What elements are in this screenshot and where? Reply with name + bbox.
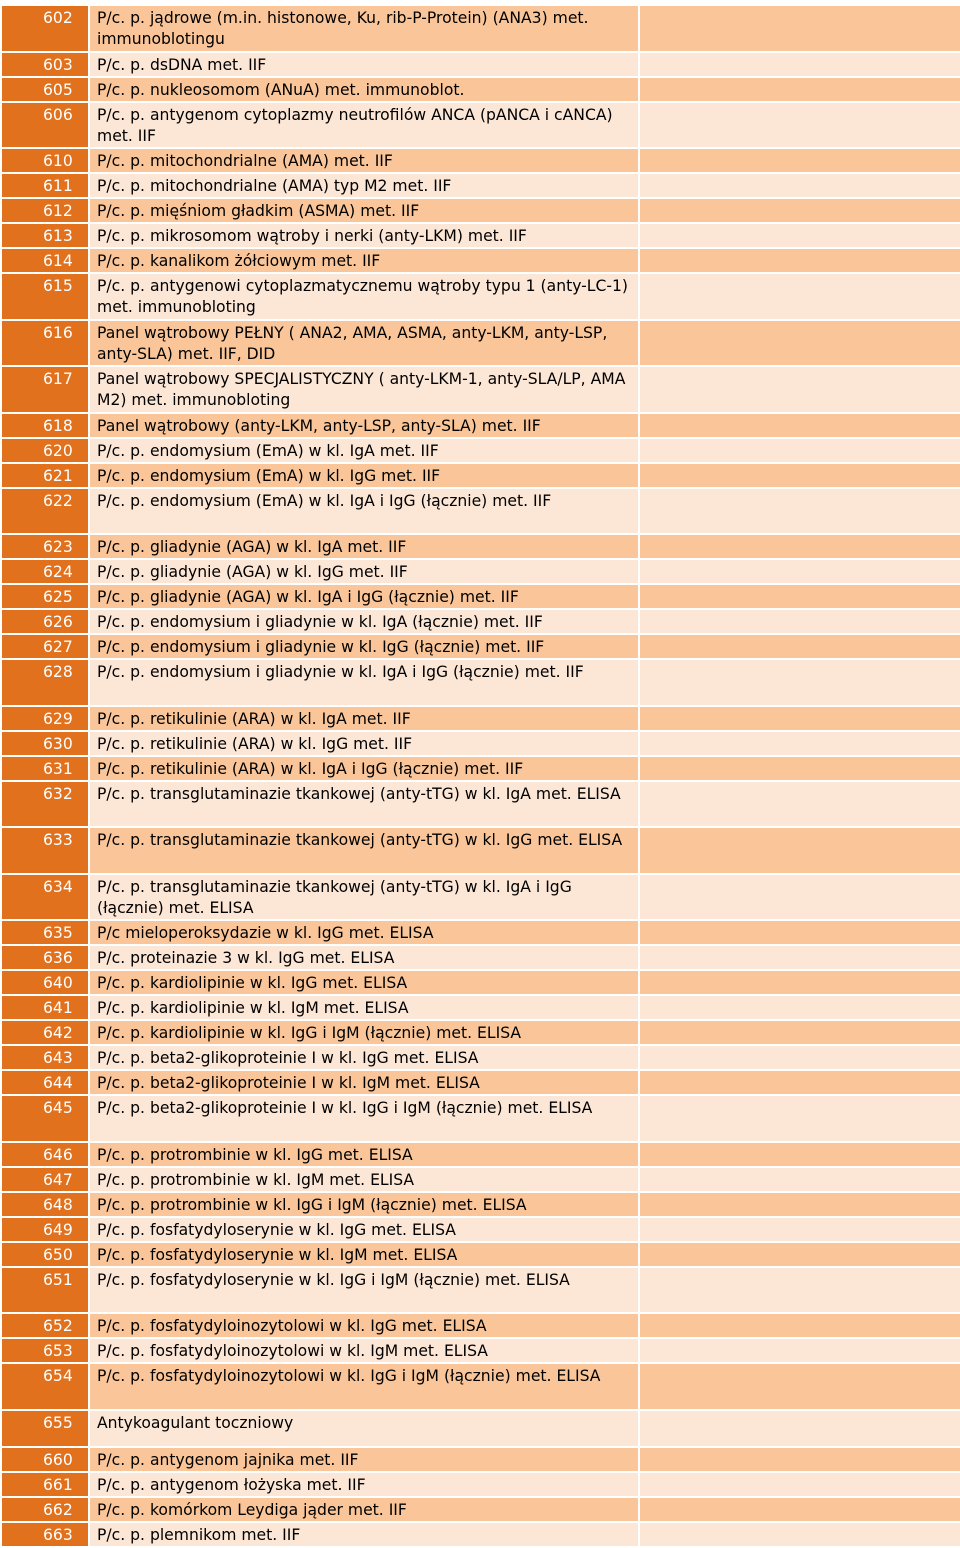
test-code: 643 xyxy=(1,1045,89,1070)
test-description: P/c. p. transglutaminazie tkankowej (anty-tTG) w kl. IgG met. ELISA xyxy=(89,827,639,874)
test-description: P/c. p. dsDNA met. IIF xyxy=(89,52,639,77)
test-code: 603 xyxy=(1,52,89,77)
test-code: 663 xyxy=(1,1522,89,1547)
table-row xyxy=(1,1070,960,1095)
test-description: P/c. p. fosfatydyloinozytolowi w kl. IgG i IgM (łącznie) met. ELISA xyxy=(89,1363,639,1410)
empty-cell xyxy=(639,1267,960,1314)
table-row xyxy=(1,1192,960,1217)
empty-cell xyxy=(639,102,960,149)
test-description: P/c. p. nukleosomom (ANuA) met. immunoblot. xyxy=(89,77,639,102)
test-code: 655 xyxy=(1,1410,89,1448)
empty-cell xyxy=(639,1447,960,1472)
empty-cell xyxy=(639,706,960,731)
test-code: 640 xyxy=(1,970,89,995)
table-row xyxy=(1,945,960,970)
empty-cell xyxy=(639,1167,960,1192)
empty-cell xyxy=(639,1192,960,1217)
empty-cell xyxy=(639,1338,960,1363)
empty-cell xyxy=(639,1522,960,1547)
table-row xyxy=(1,1522,960,1547)
empty-cell xyxy=(639,1363,960,1410)
empty-cell xyxy=(639,320,960,367)
empty-cell xyxy=(639,756,960,781)
test-price-table xyxy=(0,4,960,1548)
test-description: P/c. p. gliadynie (AGA) w kl. IgG met. IIF xyxy=(89,559,639,584)
empty-cell xyxy=(639,1070,960,1095)
table-row xyxy=(1,320,960,367)
test-code: 644 xyxy=(1,1070,89,1095)
empty-cell xyxy=(639,1020,960,1045)
test-description: P/c. p. fosfatydyloserynie w kl. IgM met. ELISA xyxy=(89,1242,639,1267)
table-row xyxy=(1,920,960,945)
test-description: P/c. p. endomysium (EmA) w kl. IgG met. IIF xyxy=(89,463,639,488)
table-row xyxy=(1,731,960,756)
empty-cell xyxy=(639,659,960,706)
test-code: 661 xyxy=(1,1472,89,1497)
test-code: 641 xyxy=(1,995,89,1020)
test-description: P/c. p. beta2-glikoproteinie I w kl. IgG met. ELISA xyxy=(89,1045,639,1070)
table-body xyxy=(1,5,960,1547)
test-description: P/c. p. kanalikom żółciowym met. IIF xyxy=(89,248,639,273)
test-description: P/c. p. gliadynie (AGA) w kl. IgA met. IIF xyxy=(89,534,639,559)
test-description: P/c. p. retikulinie (ARA) w kl. IgA i IgG (łącznie) met. IIF xyxy=(89,756,639,781)
table-row xyxy=(1,1142,960,1167)
test-description: P/c. p. fosfatydyloserynie w kl. IgG i IgM (łącznie) met. ELISA xyxy=(89,1267,639,1314)
test-code: 631 xyxy=(1,756,89,781)
test-code: 660 xyxy=(1,1447,89,1472)
test-description: P/c. p. protrombinie w kl. IgG i IgM (łącznie) met. ELISA xyxy=(89,1192,639,1217)
table-row xyxy=(1,1217,960,1242)
test-code: 642 xyxy=(1,1020,89,1045)
table-row xyxy=(1,1497,960,1522)
table-row xyxy=(1,1242,960,1267)
table-row xyxy=(1,413,960,438)
test-description: P/c. p. antygenom łożyska met. IIF xyxy=(89,1472,639,1497)
test-code: 662 xyxy=(1,1497,89,1522)
test-description: P/c. p. antygenom jajnika met. IIF xyxy=(89,1447,639,1472)
test-description: P/c. p. transglutaminazie tkankowej (anty-tTG) w kl. IgA i IgG (łącznie) met. ELISA xyxy=(89,874,639,921)
test-description: P/c. p. antygenom cytoplazmy neutrofilów ANCA (pANCA i cANCA) met. IIF xyxy=(89,102,639,149)
test-description: P/c. p. beta2-glikoproteinie I w kl. IgG i IgM (łącznie) met. ELISA xyxy=(89,1095,639,1142)
empty-cell xyxy=(639,731,960,756)
test-description: P/c. p. transglutaminazie tkankowej (anty-tTG) w kl. IgA met. ELISA xyxy=(89,781,639,828)
test-code: 611 xyxy=(1,173,89,198)
table-row xyxy=(1,706,960,731)
test-description: P/c. p. plemnikom met. IIF xyxy=(89,1522,639,1547)
table-row xyxy=(1,248,960,273)
table-row xyxy=(1,781,960,828)
test-description: P/c. p. mikrosomom wątroby i nerki (anty-LKM) met. IIF xyxy=(89,223,639,248)
test-code: 618 xyxy=(1,413,89,438)
table-row xyxy=(1,659,960,706)
table-row xyxy=(1,102,960,149)
table-row xyxy=(1,827,960,874)
test-code: 650 xyxy=(1,1242,89,1267)
empty-cell xyxy=(639,970,960,995)
test-description: P/c. p. komórkom Leydiga jąder met. IIF xyxy=(89,1497,639,1522)
empty-cell xyxy=(639,874,960,921)
test-code: 626 xyxy=(1,609,89,634)
test-description: P/c. proteinazie 3 w kl. IgG met. ELISA xyxy=(89,945,639,970)
test-code: 649 xyxy=(1,1217,89,1242)
table-row xyxy=(1,609,960,634)
empty-cell xyxy=(639,945,960,970)
table-row xyxy=(1,1045,960,1070)
test-code: 627 xyxy=(1,634,89,659)
table-row xyxy=(1,1267,960,1314)
test-code: 645 xyxy=(1,1095,89,1142)
test-description: P/c. p. endomysium i gliadynie w kl. IgG (łącznie) met. IIF xyxy=(89,634,639,659)
test-description: P/c. p. beta2-glikoproteinie I w kl. IgM met. ELISA xyxy=(89,1070,639,1095)
empty-cell xyxy=(639,77,960,102)
test-code: 634 xyxy=(1,874,89,921)
empty-cell xyxy=(639,1497,960,1522)
empty-cell xyxy=(639,534,960,559)
table-row xyxy=(1,1338,960,1363)
empty-cell xyxy=(639,173,960,198)
test-code: 629 xyxy=(1,706,89,731)
test-code: 622 xyxy=(1,488,89,535)
test-code: 610 xyxy=(1,148,89,173)
empty-cell xyxy=(639,781,960,828)
table-row xyxy=(1,970,960,995)
test-code: 614 xyxy=(1,248,89,273)
empty-cell xyxy=(639,198,960,223)
test-code: 651 xyxy=(1,1267,89,1314)
empty-cell xyxy=(639,1242,960,1267)
empty-cell xyxy=(639,995,960,1020)
table-row xyxy=(1,1167,960,1192)
empty-cell xyxy=(639,827,960,874)
test-description: P/c. p. protrombinie w kl. IgM met. ELISA xyxy=(89,1167,639,1192)
empty-cell xyxy=(639,584,960,609)
test-code: 612 xyxy=(1,198,89,223)
table-row xyxy=(1,366,960,413)
test-description: Panel wątrobowy SPECJALISTYCZNY ( anty-LKM-1, anty-SLA/LP, AMA M2) met. immunobloting xyxy=(89,366,639,413)
table-row xyxy=(1,874,960,921)
empty-cell xyxy=(639,223,960,248)
test-code: 620 xyxy=(1,438,89,463)
test-code: 648 xyxy=(1,1192,89,1217)
table-row xyxy=(1,463,960,488)
table-row xyxy=(1,1363,960,1410)
test-description: Antykoagulant toczniowy xyxy=(89,1410,639,1448)
empty-cell xyxy=(639,413,960,438)
empty-cell xyxy=(639,366,960,413)
table-row xyxy=(1,1095,960,1142)
empty-cell xyxy=(639,273,960,320)
test-code: 615 xyxy=(1,273,89,320)
table-row xyxy=(1,1410,960,1448)
test-code: 621 xyxy=(1,463,89,488)
table-row xyxy=(1,273,960,320)
test-description: P/c. p. fosfatydyloserynie w kl. IgG met. ELISA xyxy=(89,1217,639,1242)
test-code: 652 xyxy=(1,1313,89,1338)
table-row xyxy=(1,488,960,535)
empty-cell xyxy=(639,248,960,273)
table-row xyxy=(1,223,960,248)
empty-cell xyxy=(639,1045,960,1070)
table-row xyxy=(1,438,960,463)
table-row xyxy=(1,148,960,173)
test-code: 624 xyxy=(1,559,89,584)
empty-cell xyxy=(639,1142,960,1167)
test-code: 654 xyxy=(1,1363,89,1410)
test-description: P/c mieloperoksydazie w kl. IgG met. ELISA xyxy=(89,920,639,945)
test-description: Panel wątrobowy (anty-LKM, anty-LSP, anty-SLA) met. IIF xyxy=(89,413,639,438)
test-code: 636 xyxy=(1,945,89,970)
test-description: P/c. p. endomysium i gliadynie w kl. IgA i IgG (łącznie) met. IIF xyxy=(89,659,639,706)
test-code: 647 xyxy=(1,1167,89,1192)
table-row xyxy=(1,534,960,559)
empty-cell xyxy=(639,1472,960,1497)
empty-cell xyxy=(639,609,960,634)
test-code: 628 xyxy=(1,659,89,706)
test-description: P/c. p. retikulinie (ARA) w kl. IgA met. IIF xyxy=(89,706,639,731)
table-row xyxy=(1,634,960,659)
empty-cell xyxy=(639,1095,960,1142)
table-row xyxy=(1,584,960,609)
test-description: P/c. p. kardiolipinie w kl. IgG met. ELISA xyxy=(89,970,639,995)
table-row xyxy=(1,5,960,52)
table-row xyxy=(1,559,960,584)
test-code: 616 xyxy=(1,320,89,367)
test-description: P/c. p. kardiolipinie w kl. IgM met. ELISA xyxy=(89,995,639,1020)
test-description: P/c. p. antygenowi cytoplazmatycznemu wątroby typu 1 (anty-LC-1) met. immunobloting xyxy=(89,273,639,320)
empty-cell xyxy=(639,438,960,463)
empty-cell xyxy=(639,1410,960,1448)
table-row xyxy=(1,1447,960,1472)
test-code: 630 xyxy=(1,731,89,756)
test-code: 606 xyxy=(1,102,89,149)
test-code: 635 xyxy=(1,920,89,945)
empty-cell xyxy=(639,5,960,52)
table-row xyxy=(1,77,960,102)
test-description: P/c. p. protrombinie w kl. IgG met. ELISA xyxy=(89,1142,639,1167)
table-row xyxy=(1,756,960,781)
test-code: 633 xyxy=(1,827,89,874)
test-description: P/c. p. endomysium i gliadynie w kl. IgA (łącznie) met. IIF xyxy=(89,609,639,634)
table-row xyxy=(1,198,960,223)
empty-cell xyxy=(639,920,960,945)
table-row xyxy=(1,1313,960,1338)
test-description: P/c. p. fosfatydyloinozytolowi w kl. IgG met. ELISA xyxy=(89,1313,639,1338)
test-code: 613 xyxy=(1,223,89,248)
table-row xyxy=(1,52,960,77)
table-row xyxy=(1,173,960,198)
test-code: 646 xyxy=(1,1142,89,1167)
empty-cell xyxy=(639,52,960,77)
empty-cell xyxy=(639,1313,960,1338)
test-description: P/c. p. jądrowe (m.in. histonowe, Ku, rib-P-Protein) (ANA3) met. immunoblotingu xyxy=(89,5,639,52)
table-row xyxy=(1,995,960,1020)
test-description: P/c. p. fosfatydyloinozytolowi w kl. IgM met. ELISA xyxy=(89,1338,639,1363)
test-description: P/c. p. mitochondrialne (AMA) met. IIF xyxy=(89,148,639,173)
test-code: 602 xyxy=(1,5,89,52)
empty-cell xyxy=(639,559,960,584)
test-code: 617 xyxy=(1,366,89,413)
test-description: P/c. p. mitochondrialne (AMA) typ M2 met. IIF xyxy=(89,173,639,198)
test-description: P/c. p. endomysium (EmA) w kl. IgA met. IIF xyxy=(89,438,639,463)
table-row xyxy=(1,1020,960,1045)
test-description: P/c. p. mięśniom gładkim (ASMA) met. IIF xyxy=(89,198,639,223)
test-description: P/c. p. retikulinie (ARA) w kl. IgG met. IIF xyxy=(89,731,639,756)
empty-cell xyxy=(639,488,960,535)
test-code: 625 xyxy=(1,584,89,609)
test-description: P/c. p. kardiolipinie w kl. IgG i IgM (łącznie) met. ELISA xyxy=(89,1020,639,1045)
test-description: P/c. p. gliadynie (AGA) w kl. IgA i IgG (łącznie) met. IIF xyxy=(89,584,639,609)
empty-cell xyxy=(639,148,960,173)
test-code: 605 xyxy=(1,77,89,102)
test-code: 632 xyxy=(1,781,89,828)
table-row xyxy=(1,1472,960,1497)
test-code: 623 xyxy=(1,534,89,559)
test-description: P/c. p. endomysium (EmA) w kl. IgA i IgG (łącznie) met. IIF xyxy=(89,488,639,535)
empty-cell xyxy=(639,634,960,659)
test-description: Panel wątrobowy PEŁNY ( ANA2, AMA, ASMA, anty-LKM, anty-LSP, anty-SLA) met. IIF, DID xyxy=(89,320,639,367)
test-code: 653 xyxy=(1,1338,89,1363)
empty-cell xyxy=(639,463,960,488)
empty-cell xyxy=(639,1217,960,1242)
